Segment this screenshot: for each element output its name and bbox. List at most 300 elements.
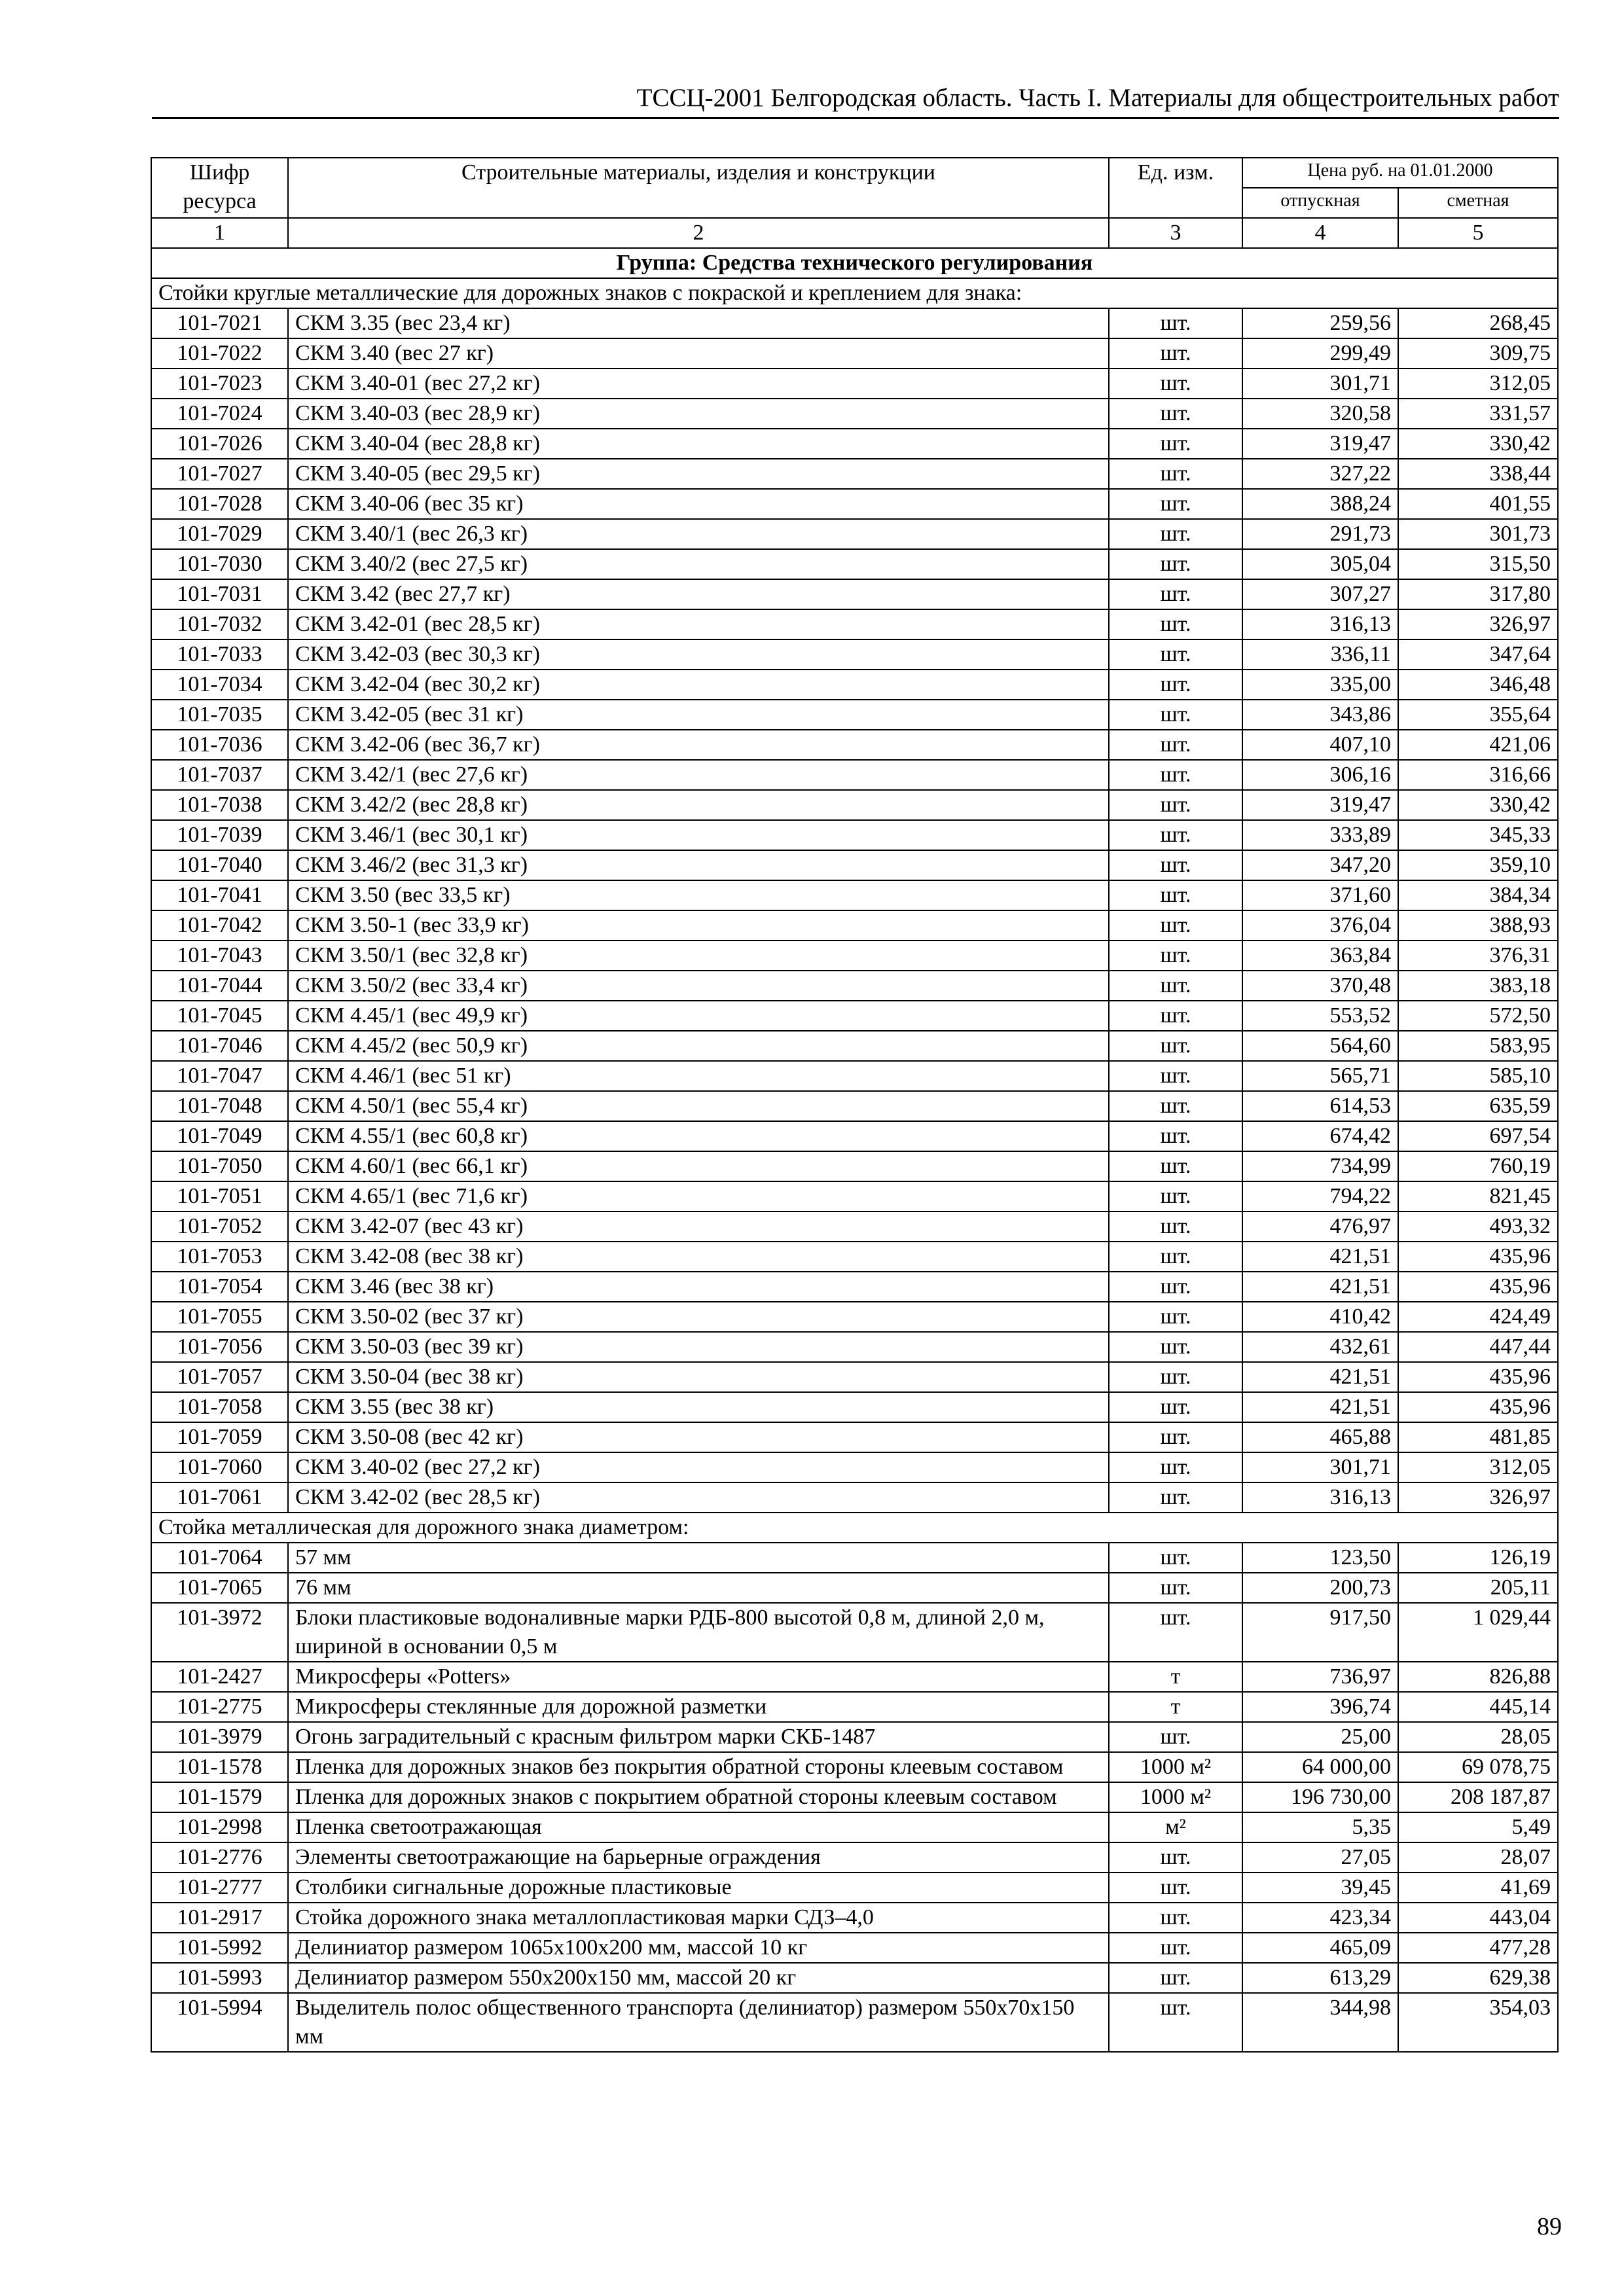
table-row <box>151 429 1558 459</box>
table-row <box>151 760 1558 790</box>
unit-of-measure: шт. <box>1109 700 1242 730</box>
resource-code: 101-7024 <box>151 399 288 429</box>
release-price: 5,35 <box>1242 1812 1398 1842</box>
estimate-price: 629,38 <box>1398 1963 1558 1993</box>
release-price: 407,10 <box>1242 730 1398 760</box>
estimate-price: 384,34 <box>1398 880 1558 910</box>
release-price: 299,49 <box>1242 338 1398 368</box>
table-row <box>151 368 1558 399</box>
material-name: Пленка для дорожных знаков с покрытием обратной стороны клеевым составом <box>288 1782 1109 1812</box>
material-name: СКМ 3.46/1 (вес 30,1 кг) <box>288 820 1109 850</box>
material-name: СКМ 3.50-02 (вес 37 кг) <box>288 1302 1109 1332</box>
table-row <box>151 880 1558 910</box>
release-price: 347,20 <box>1242 850 1398 880</box>
unit-of-measure: шт. <box>1109 459 1242 489</box>
table-row <box>151 850 1558 880</box>
material-name: СКМ 3.42-03 (вес 30,3 кг) <box>288 639 1109 670</box>
unit-of-measure: т <box>1109 1662 1242 1692</box>
estimate-price: 443,04 <box>1398 1903 1558 1933</box>
release-price: 396,74 <box>1242 1692 1398 1722</box>
resource-code: 101-7054 <box>151 1272 288 1302</box>
column-number: 5 <box>1398 218 1558 248</box>
table-row <box>151 1963 1558 1993</box>
release-price: 336,11 <box>1242 639 1398 670</box>
resource-code: 101-7060 <box>151 1452 288 1482</box>
release-price: 301,71 <box>1242 368 1398 399</box>
material-name: СКМ 3.40-04 (вес 28,8 кг) <box>288 429 1109 459</box>
estimate-price: 447,44 <box>1398 1332 1558 1362</box>
release-price: 305,04 <box>1242 549 1398 579</box>
material-name: СКМ 3.50/2 (вес 33,4 кг) <box>288 971 1109 1001</box>
estimate-price: 347,64 <box>1398 639 1558 670</box>
resource-code: 101-7040 <box>151 850 288 880</box>
unit-of-measure: шт. <box>1109 489 1242 519</box>
material-name: 76 мм <box>288 1573 1109 1603</box>
estimate-price: 383,18 <box>1398 971 1558 1001</box>
unit-of-measure: шт. <box>1109 1272 1242 1302</box>
release-price: 320,58 <box>1242 399 1398 429</box>
resource-code: 101-7039 <box>151 820 288 850</box>
table-row <box>151 1933 1558 1963</box>
resource-code: 101-2775 <box>151 1692 288 1722</box>
estimate-price: 268,45 <box>1398 308 1558 338</box>
table-row <box>151 910 1558 941</box>
unit-of-measure: т <box>1109 1692 1242 1722</box>
material-name: СКМ 3.50-04 (вес 38 кг) <box>288 1362 1109 1392</box>
unit-of-measure: шт. <box>1109 549 1242 579</box>
unit-of-measure: шт. <box>1109 1242 1242 1272</box>
unit-of-measure: шт. <box>1109 730 1242 760</box>
table-row <box>151 308 1558 338</box>
resource-code: 101-7056 <box>151 1332 288 1362</box>
resource-code: 101-7027 <box>151 459 288 489</box>
estimate-price: 760,19 <box>1398 1151 1558 1181</box>
material-name: СКМ 4.65/1 (вес 71,6 кг) <box>288 1181 1109 1211</box>
resource-code: 101-7023 <box>151 368 288 399</box>
release-price: 64 000,00 <box>1242 1752 1398 1782</box>
estimate-price: 585,10 <box>1398 1061 1558 1091</box>
unit-of-measure: м² <box>1109 1812 1242 1842</box>
material-name: 57 мм <box>288 1543 1109 1573</box>
table-row <box>151 971 1558 1001</box>
subgroup-row <box>151 1513 1558 1543</box>
material-name: Элементы светоотражающие на барьерные ограждения <box>288 1842 1109 1873</box>
table-row <box>151 1873 1558 1903</box>
release-price: 301,71 <box>1242 1452 1398 1482</box>
release-price: 123,50 <box>1242 1543 1398 1573</box>
material-name: СКМ 3.42-01 (вес 28,5 кг) <box>288 609 1109 639</box>
price-table <box>151 157 1559 2053</box>
material-name: СКМ 3.50/1 (вес 32,8 кг) <box>288 941 1109 971</box>
table-row <box>151 459 1558 489</box>
material-name: СКМ 3.50-08 (вес 42 кг) <box>288 1422 1109 1452</box>
material-name: Пленка светоотражающая <box>288 1812 1109 1842</box>
unit-of-measure: шт. <box>1109 1121 1242 1151</box>
estimate-price: 330,42 <box>1398 429 1558 459</box>
unit-of-measure: шт. <box>1109 1933 1242 1963</box>
release-price: 410,42 <box>1242 1302 1398 1332</box>
table-row <box>151 1573 1558 1603</box>
table-row <box>151 579 1558 609</box>
unit-of-measure: шт. <box>1109 1722 1242 1752</box>
unit-of-measure: шт. <box>1109 1392 1242 1422</box>
table-row <box>151 1362 1558 1392</box>
resource-code: 101-7042 <box>151 910 288 941</box>
unit-of-measure: шт. <box>1109 1452 1242 1482</box>
material-name: СКМ 3.42/2 (вес 28,8 кг) <box>288 790 1109 820</box>
release-price: 421,51 <box>1242 1242 1398 1272</box>
unit-of-measure: шт. <box>1109 1091 1242 1121</box>
unit-of-measure: шт. <box>1109 308 1242 338</box>
table-row <box>151 1482 1558 1513</box>
material-name: СКМ 3.40 (вес 27 кг) <box>288 338 1109 368</box>
unit-of-measure: шт. <box>1109 1873 1242 1903</box>
table-row <box>151 1181 1558 1211</box>
resource-code: 101-7043 <box>151 941 288 971</box>
table-row <box>151 338 1558 368</box>
table-row <box>151 1001 1558 1031</box>
resource-code: 101-7041 <box>151 880 288 910</box>
release-price: 319,47 <box>1242 790 1398 820</box>
material-name: Столбики сигнальные дорожные пластиковые <box>288 1873 1109 1903</box>
table-row <box>151 670 1558 700</box>
material-name: Блоки пластиковые водоналивные марки РДБ-800 высотой 0,8 м, длиной 2,0 м, шириной в основании 0,5 м <box>288 1603 1109 1662</box>
estimate-price: 205,11 <box>1398 1573 1558 1603</box>
table-row <box>151 1993 1558 2052</box>
unit-of-measure: 1000 м² <box>1109 1782 1242 1812</box>
column-number: 4 <box>1242 218 1398 248</box>
estimate-price: 376,31 <box>1398 941 1558 971</box>
estimate-price: 346,48 <box>1398 670 1558 700</box>
resource-code: 101-7033 <box>151 639 288 670</box>
resource-code: 101-7052 <box>151 1211 288 1242</box>
estimate-price: 1 029,44 <box>1398 1603 1558 1662</box>
material-name: СКМ 3.40-01 (вес 27,2 кг) <box>288 368 1109 399</box>
unit-of-measure: шт. <box>1109 338 1242 368</box>
group-title: Группа: Средства технического регулирования <box>151 248 1558 278</box>
estimate-price: 388,93 <box>1398 910 1558 941</box>
material-name: СКМ 3.46/2 (вес 31,3 кг) <box>288 850 1109 880</box>
table-row <box>151 820 1558 850</box>
table-row <box>151 1692 1558 1722</box>
estimate-price: 316,66 <box>1398 760 1558 790</box>
col-code-header: Шифр ресурса <box>151 158 288 218</box>
resource-code: 101-7051 <box>151 1181 288 1211</box>
material-name: СКМ 3.35 (вес 23,4 кг) <box>288 308 1109 338</box>
release-price: 423,34 <box>1242 1903 1398 1933</box>
resource-code: 101-5992 <box>151 1933 288 1963</box>
estimate-price: 359,10 <box>1398 850 1558 880</box>
resource-code: 101-7055 <box>151 1302 288 1332</box>
release-price: 371,60 <box>1242 880 1398 910</box>
release-price: 421,51 <box>1242 1362 1398 1392</box>
table-row <box>151 1031 1558 1061</box>
table-row <box>151 1782 1558 1812</box>
unit-of-measure: шт. <box>1109 368 1242 399</box>
estimate-price: 345,33 <box>1398 820 1558 850</box>
material-name: СКМ 3.55 (вес 38 кг) <box>288 1392 1109 1422</box>
release-price: 370,48 <box>1242 971 1398 1001</box>
table-row <box>151 1392 1558 1422</box>
unit-of-measure: шт. <box>1109 579 1242 609</box>
unit-of-measure: шт. <box>1109 1151 1242 1181</box>
col-price-header: Цена руб. на 01.01.2000 <box>1242 158 1558 188</box>
table-row <box>151 790 1558 820</box>
estimate-price: 481,85 <box>1398 1422 1558 1452</box>
table-row <box>151 1452 1558 1482</box>
unit-of-measure: шт. <box>1109 1211 1242 1242</box>
release-price: 794,22 <box>1242 1181 1398 1211</box>
table-row <box>151 1722 1558 1752</box>
page-header: ТССЦ-2001 Белгородская область. Часть I. Материалы для общестроительных работ <box>152 82 1559 119</box>
material-name: СКМ 3.42-04 (вес 30,2 кг) <box>288 670 1109 700</box>
col-release-header: отпускная <box>1242 188 1398 218</box>
release-price: 476,97 <box>1242 1211 1398 1242</box>
table-row <box>151 1211 1558 1242</box>
material-name: СКМ 3.40-06 (вес 35 кг) <box>288 489 1109 519</box>
estimate-price: 424,49 <box>1398 1302 1558 1332</box>
release-price: 39,45 <box>1242 1873 1398 1903</box>
resource-code: 101-5993 <box>151 1963 288 1993</box>
estimate-price: 326,97 <box>1398 1482 1558 1513</box>
unit-of-measure: шт. <box>1109 880 1242 910</box>
table-row <box>151 1422 1558 1452</box>
group-row <box>151 248 1558 278</box>
estimate-price: 312,05 <box>1398 1452 1558 1482</box>
resource-code: 101-7032 <box>151 609 288 639</box>
resource-code: 101-3972 <box>151 1603 288 1662</box>
estimate-price: 5,49 <box>1398 1812 1558 1842</box>
release-price: 613,29 <box>1242 1963 1398 1993</box>
release-price: 25,00 <box>1242 1722 1398 1752</box>
table-row <box>151 639 1558 670</box>
subgroup-title: Стойки круглые металлические для дорожных знаков с покраской и креплением для знака: <box>151 278 1558 308</box>
table-row <box>151 1121 1558 1151</box>
resource-code: 101-5994 <box>151 1993 288 2052</box>
release-price: 335,00 <box>1242 670 1398 700</box>
column-number: 2 <box>288 218 1109 248</box>
release-price: 565,71 <box>1242 1061 1398 1091</box>
estimate-price: 821,45 <box>1398 1181 1558 1211</box>
material-name: СКМ 3.42-06 (вес 36,7 кг) <box>288 730 1109 760</box>
unit-of-measure: шт. <box>1109 1963 1242 1993</box>
material-name: СКМ 4.46/1 (вес 51 кг) <box>288 1061 1109 1091</box>
release-price: 376,04 <box>1242 910 1398 941</box>
unit-of-measure: шт. <box>1109 910 1242 941</box>
estimate-price: 330,42 <box>1398 790 1558 820</box>
col-name-header: Строительные материалы, изделия и конструкции <box>288 158 1109 218</box>
material-name: СКМ 3.50-03 (вес 39 кг) <box>288 1332 1109 1362</box>
release-price: 736,97 <box>1242 1662 1398 1692</box>
material-name: Пленка для дорожных знаков без покрытия обратной стороны клеевым составом <box>288 1752 1109 1782</box>
material-name: СКМ 3.40/2 (вес 27,5 кг) <box>288 549 1109 579</box>
table-row <box>151 730 1558 760</box>
release-price: 421,51 <box>1242 1272 1398 1302</box>
estimate-price: 41,69 <box>1398 1873 1558 1903</box>
estimate-price: 338,44 <box>1398 459 1558 489</box>
material-name: СКМ 3.50-1 (вес 33,9 кг) <box>288 910 1109 941</box>
resource-code: 101-7048 <box>151 1091 288 1121</box>
unit-of-measure: шт. <box>1109 399 1242 429</box>
unit-of-measure: шт. <box>1109 1543 1242 1573</box>
release-price: 316,13 <box>1242 1482 1398 1513</box>
table-row <box>151 609 1558 639</box>
release-price: 388,24 <box>1242 489 1398 519</box>
resource-code: 101-7044 <box>151 971 288 1001</box>
release-price: 327,22 <box>1242 459 1398 489</box>
resource-code: 101-7058 <box>151 1392 288 1422</box>
table-row <box>151 941 1558 971</box>
resource-code: 101-1578 <box>151 1752 288 1782</box>
unit-of-measure: шт. <box>1109 639 1242 670</box>
estimate-price: 126,19 <box>1398 1543 1558 1573</box>
resource-code: 101-7028 <box>151 489 288 519</box>
estimate-price: 435,96 <box>1398 1272 1558 1302</box>
unit-of-measure: шт. <box>1109 1603 1242 1662</box>
estimate-price: 583,95 <box>1398 1031 1558 1061</box>
unit-of-measure: шт. <box>1109 850 1242 880</box>
release-price: 553,52 <box>1242 1001 1398 1031</box>
resource-code: 101-7030 <box>151 549 288 579</box>
material-name: Огонь заградительный с красным фильтром марки СКБ-1487 <box>288 1722 1109 1752</box>
resource-code: 101-7047 <box>151 1061 288 1091</box>
release-price: 564,60 <box>1242 1031 1398 1061</box>
release-price: 674,42 <box>1242 1121 1398 1151</box>
table-row <box>151 1272 1558 1302</box>
release-price: 291,73 <box>1242 519 1398 549</box>
unit-of-measure: шт. <box>1109 609 1242 639</box>
resource-code: 101-7022 <box>151 338 288 368</box>
estimate-price: 435,96 <box>1398 1392 1558 1422</box>
unit-of-measure: шт. <box>1109 1001 1242 1031</box>
column-number-row <box>151 218 1558 248</box>
material-name: СКМ 3.42-07 (вес 43 кг) <box>288 1211 1109 1242</box>
table-row <box>151 1061 1558 1091</box>
material-name: СКМ 3.40/1 (вес 26,3 кг) <box>288 519 1109 549</box>
release-price: 344,98 <box>1242 1993 1398 2052</box>
col-estimate-header: сметная <box>1398 188 1558 218</box>
material-name: СКМ 3.42/1 (вес 27,6 кг) <box>288 760 1109 790</box>
resource-code: 101-2776 <box>151 1842 288 1873</box>
column-number: 3 <box>1109 218 1242 248</box>
release-price: 734,99 <box>1242 1151 1398 1181</box>
material-name: СКМ 3.42-02 (вес 28,5 кг) <box>288 1482 1109 1513</box>
unit-of-measure: шт. <box>1109 1302 1242 1332</box>
header-row <box>151 158 1558 188</box>
unit-of-measure: шт. <box>1109 941 1242 971</box>
release-price: 432,61 <box>1242 1332 1398 1362</box>
unit-of-measure: шт. <box>1109 1993 1242 2052</box>
release-price: 343,86 <box>1242 700 1398 730</box>
resource-code: 101-7053 <box>151 1242 288 1272</box>
unit-of-measure: шт. <box>1109 670 1242 700</box>
resource-code: 101-7049 <box>151 1121 288 1151</box>
material-name: СКМ 3.40-05 (вес 29,5 кг) <box>288 459 1109 489</box>
subgroup-row <box>151 278 1558 308</box>
unit-of-measure: шт. <box>1109 1061 1242 1091</box>
estimate-price: 354,03 <box>1398 1993 1558 2052</box>
material-name: СКМ 3.50 (вес 33,5 кг) <box>288 880 1109 910</box>
resource-code: 101-7038 <box>151 790 288 820</box>
release-price: 306,16 <box>1242 760 1398 790</box>
table-row <box>151 489 1558 519</box>
resource-code: 101-7036 <box>151 730 288 760</box>
unit-of-measure: шт. <box>1109 820 1242 850</box>
material-name: Делиниатор размером 1065х100х200 мм, массой 10 кг <box>288 1933 1109 1963</box>
resource-code: 101-7045 <box>151 1001 288 1031</box>
unit-of-measure: шт. <box>1109 1181 1242 1211</box>
table-row <box>151 1302 1558 1332</box>
resource-code: 101-7037 <box>151 760 288 790</box>
estimate-price: 208 187,87 <box>1398 1782 1558 1812</box>
table-row <box>151 519 1558 549</box>
material-name: СКМ 4.50/1 (вес 55,4 кг) <box>288 1091 1109 1121</box>
material-name: Выделитель полос общественного транспорта (делиниатор) размером 550х70х150 мм <box>288 1993 1109 2052</box>
estimate-price: 317,80 <box>1398 579 1558 609</box>
unit-of-measure: шт. <box>1109 429 1242 459</box>
column-number: 1 <box>151 218 288 248</box>
release-price: 465,09 <box>1242 1933 1398 1963</box>
estimate-price: 435,96 <box>1398 1362 1558 1392</box>
unit-of-measure: шт. <box>1109 790 1242 820</box>
material-name: СКМ 4.45/2 (вес 50,9 кг) <box>288 1031 1109 1061</box>
resource-code: 101-7034 <box>151 670 288 700</box>
estimate-price: 697,54 <box>1398 1121 1558 1151</box>
material-name: СКМ 3.40-03 (вес 28,9 кг) <box>288 399 1109 429</box>
resource-code: 101-7029 <box>151 519 288 549</box>
estimate-price: 435,96 <box>1398 1242 1558 1272</box>
unit-of-measure: 1000 м² <box>1109 1752 1242 1782</box>
table-row <box>151 1242 1558 1272</box>
resource-code: 101-7065 <box>151 1573 288 1603</box>
resource-code: 101-7031 <box>151 579 288 609</box>
material-name: СКМ 3.42-05 (вес 31 кг) <box>288 700 1109 730</box>
material-name: Делиниатор размером 550х200х150 мм, массой 20 кг <box>288 1963 1109 1993</box>
release-price: 200,73 <box>1242 1573 1398 1603</box>
estimate-price: 477,28 <box>1398 1933 1558 1963</box>
resource-code: 101-3979 <box>151 1722 288 1752</box>
table-row <box>151 1091 1558 1121</box>
release-price: 917,50 <box>1242 1603 1398 1662</box>
subgroup-title: Стойка металлическая для дорожного знака диаметром: <box>151 1513 1558 1543</box>
resource-code: 101-7035 <box>151 700 288 730</box>
unit-of-measure: шт. <box>1109 1573 1242 1603</box>
resource-code: 101-2917 <box>151 1903 288 1933</box>
resource-code: 101-7046 <box>151 1031 288 1061</box>
resource-code: 101-1579 <box>151 1782 288 1812</box>
table-row <box>151 1903 1558 1933</box>
resource-code: 101-7026 <box>151 429 288 459</box>
estimate-price: 445,14 <box>1398 1692 1558 1722</box>
material-name: СКМ 3.42-08 (вес 38 кг) <box>288 1242 1109 1272</box>
estimate-price: 309,75 <box>1398 338 1558 368</box>
table-row <box>151 1151 1558 1181</box>
release-price: 421,51 <box>1242 1392 1398 1422</box>
table-row <box>151 1662 1558 1692</box>
material-name: Микросферы стеклянные для дорожной разметки <box>288 1692 1109 1722</box>
estimate-price: 28,05 <box>1398 1722 1558 1752</box>
release-price: 259,56 <box>1242 308 1398 338</box>
estimate-price: 326,97 <box>1398 609 1558 639</box>
unit-of-measure: шт. <box>1109 1482 1242 1513</box>
resource-code: 101-7021 <box>151 308 288 338</box>
estimate-price: 493,32 <box>1398 1211 1558 1242</box>
table-row <box>151 399 1558 429</box>
estimate-price: 331,57 <box>1398 399 1558 429</box>
material-name: СКМ 4.60/1 (вес 66,1 кг) <box>288 1151 1109 1181</box>
release-price: 27,05 <box>1242 1842 1398 1873</box>
table-row <box>151 1603 1558 1662</box>
